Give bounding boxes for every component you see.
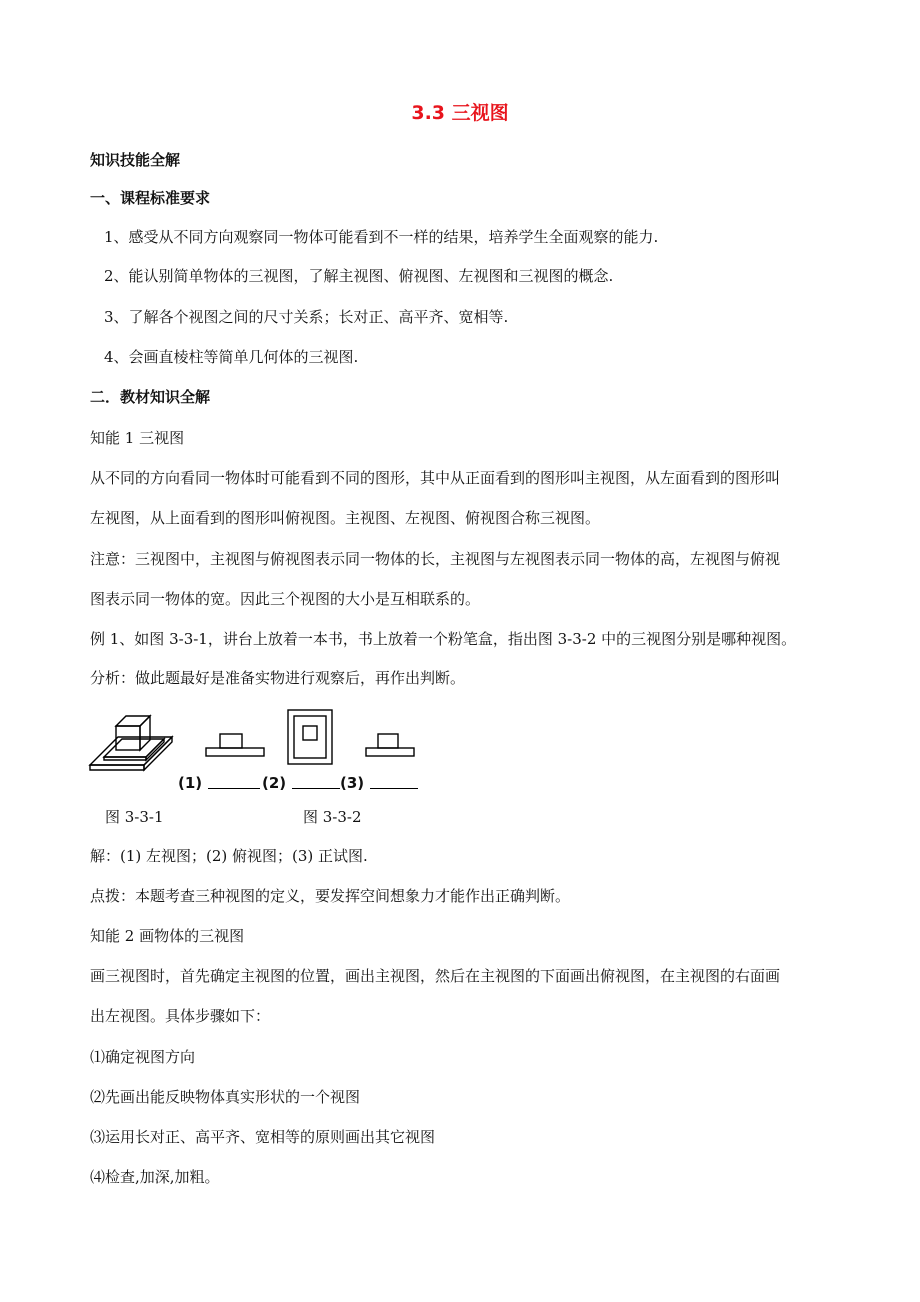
view-2-drawing	[286, 708, 334, 766]
answer-blank-2	[292, 788, 340, 789]
answer-text: 解：(1) 左视图；(2) 俯视图；(3) 正试图.	[90, 847, 368, 865]
standard-item-1: 1、感受从不同方向观察同一物体可能看到不一样的结果，培养学生全面观察的能力.	[104, 228, 659, 246]
knowledge1-paragraph-line2: 左视图，从上面看到的图形叫俯视图。主视图、左视图、俯视图合称三视图。	[90, 509, 601, 527]
figure-label-3: (3)	[340, 774, 365, 792]
knowledge1-paragraph-line1: 从不同的方向看同一物体时可能看到不同的图形，其中从正面看到的图形叫主视图，从左面看到的图形叫	[90, 469, 781, 487]
view-2-inner-square	[303, 726, 317, 740]
figure-label-1: (1)	[178, 774, 203, 792]
section1-heading: 一、课程标准要求	[90, 189, 211, 207]
knowledge2-paragraph-line1: 画三视图时，首先确定主视图的位置，画出主视图，然后在主视图的下面画出俯视图，在主视图的右面画	[90, 967, 781, 985]
step-2: ⑵先画出能反映物体真实形状的一个视图	[90, 1088, 361, 1106]
podium-front-face	[90, 765, 144, 770]
view-1-box	[220, 734, 242, 748]
book-front-face	[104, 757, 146, 760]
section-knowledge-heading: 知识技能全解	[90, 151, 181, 169]
figure-3-3-1-podium	[88, 712, 184, 776]
box-side-face	[140, 716, 150, 750]
step-3: ⑶运用长对正、高平齐、宽相等的原则画出其它视图	[90, 1128, 436, 1146]
note-line1: 注意：三视图中，主视图与俯视图表示同一物体的长，主视图与左视图表示同一物体的高，左视图与俯视	[90, 550, 781, 568]
page-title: 3.3 三视图	[411, 102, 509, 124]
knowledge2-title: 知能 2 画物体的三视图	[90, 927, 245, 945]
standard-item-4: 4、会画直棱柱等简单几何体的三视图.	[104, 348, 359, 366]
knowledge1-title: 知能 1 三视图	[90, 429, 185, 447]
standard-item-2: 2、能认别简单物体的三视图，了解主视图、俯视图、左视图和三视图的概念.	[104, 267, 614, 285]
note-line2: 图表示同一物体的宽。因此三个视图的大小是互相联系的。	[90, 590, 481, 608]
box-front-face	[116, 726, 140, 750]
step-4: ⑷检查,加深,加粗。	[90, 1168, 220, 1186]
figure-label-2: (2)	[262, 774, 287, 792]
view-3-base	[366, 748, 414, 756]
step-1: ⑴确定视图方向	[90, 1048, 196, 1066]
figure-caption-3-3-2: 图 3-3-2	[303, 808, 362, 826]
view-2-middle-rect	[294, 716, 326, 758]
analysis-text: 分析：做此题最好是准备实物进行观察后，再作出判断。	[90, 669, 466, 687]
view-3-box	[378, 734, 398, 748]
answer-blank-3	[370, 788, 418, 789]
example-text: 例 1、如图 3-3-1，讲台上放着一本书，书上放着一个粉笔盒，指出图 3-3-2 中的三视图分别是哪种视图。	[90, 630, 797, 648]
answer-blank-1	[208, 788, 260, 789]
section2-heading: 二．教材知识全解	[90, 388, 211, 406]
view-1-base	[206, 748, 264, 756]
view-1-drawing	[204, 730, 266, 760]
tip-text: 点拨：本题考查三种视图的定义，要发挥空间想象力才能作出正确判断。	[90, 887, 571, 905]
podium-top-face	[90, 737, 172, 765]
knowledge2-paragraph-line2: 出左视图。具体步骤如下：	[90, 1007, 271, 1025]
standard-item-3: 3、了解各个视图之间的尺寸关系；长对正、高平齐、宽相等.	[104, 308, 509, 326]
figure-caption-3-3-1: 图 3-3-1	[105, 808, 164, 826]
view-3-drawing	[364, 730, 416, 760]
